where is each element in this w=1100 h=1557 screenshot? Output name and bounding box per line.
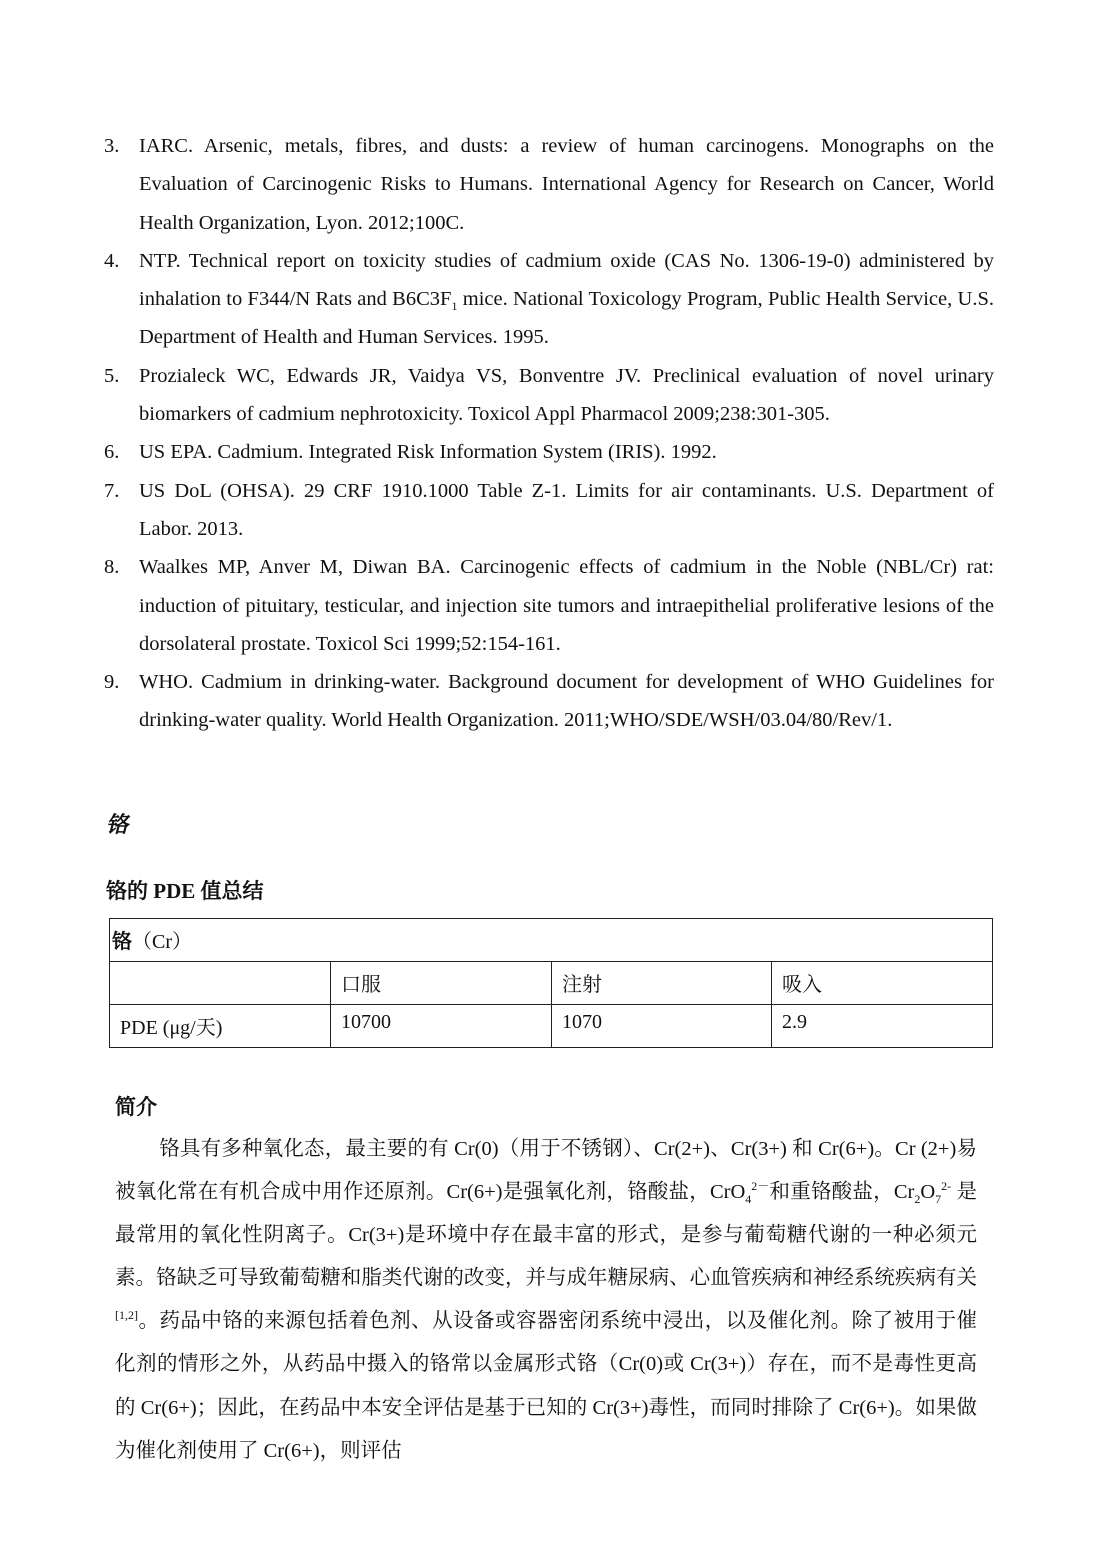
table-header-row [110,919,993,962]
reference-item [104,242,994,357]
subscript: 2 [914,1192,921,1207]
pde-oral-value: 10700 [331,1005,552,1048]
intro-text: 铬具有多种氧化态，最主要的有 Cr(0)（用于不锈钢）、Cr(2+)、Cr(3+) 和 Cr(6+)。Cr (2+)易被氧化常在有机合成中用作还原剂。Cr(6+)是强氧化剂，铬酸盐，CrO [115,1138,977,1204]
reference-item [104,548,994,663]
reference-item [104,472,994,549]
pde-summary-table [109,918,993,1048]
reference-text: WHO. Cadmium in drinking-water. Background document for development of WHO Guidelines for drinking-water quality. World Health Organization. 2011;WHO/SDE/WSH/03.04/80/Rev/1. [139,671,994,732]
intro-heading: 简介 [115,1095,157,1119]
reference-number: 5. [104,364,120,387]
reference-text: US EPA. Cadmium. Integrated Risk Information System (IRIS). 1992. [139,441,717,464]
column-header-inhalation: 吸入 [772,962,993,1005]
reference-item [104,127,994,242]
reference-text: mice. National Toxicology Program, Public Health Service, U.S. Department of Health and Human Services. 1995. [139,288,994,349]
table-element-header [110,919,993,962]
column-header-empty [110,962,331,1005]
section-title: 铬 [106,812,129,837]
citation-superscript: [1,2] [115,1308,138,1323]
reference-number: 9. [104,671,120,694]
table-row [110,1005,993,1048]
subscript: 7 [935,1192,942,1207]
reference-number: 4. [104,249,120,272]
reference-number: 7. [104,479,120,502]
intro-text: 是最常用的氧化性阴离子。Cr(3+)是环境中存在最丰富的形式，是参与葡萄糖代谢的一种必须元素。铬缺乏可导致葡萄糖和脂类代谢的改变，并与成年糖尿病、心血管疾病和神经系统疾病有关 [115,1181,978,1290]
subscript: 1 [451,299,458,314]
superscript: 2- [941,1179,952,1194]
reference-number: 6. [104,441,120,464]
intro-text: O [920,1181,936,1204]
reference-item [104,357,994,434]
reference-text: Waalkes MP, Anver M, Diwan BA. Carcinogenic effects of cadmium in the Noble (NBL/Cr) rat: induction of pituitary, testicular, and injection site tumors and intraepithelial proliferative lesions of the dorsolateral prostate. Toxicol Sci 1999;52:154-161. [139,556,994,655]
intro-text: 和重铬酸盐，Cr [769,1181,915,1204]
reference-number: 3. [104,135,120,157]
pde-parenteral-value: 1070 [552,1005,772,1048]
reference-list [104,127,994,740]
element-name: 铬 [112,931,132,953]
reference-item [104,663,994,740]
element-symbol: （Cr） [132,931,192,953]
reference-number: 8. [104,556,120,579]
table-column-row [110,962,993,1005]
table-title: 铬的 PDE 值总结 [106,879,264,903]
reference-text: Prozialeck WC, Edwards JR, Vaidya VS, Bonventre JV. Preclinical evaluation of novel urinary biomarkers of cadmium nephrotoxicity. Toxicol Appl Pharmacol 2009;238:301-305. [139,364,994,426]
superscript: 2－ [751,1179,770,1194]
intro-text: 。药品中铬的来源包括着色剂、从设备或容器密闭系统中浸出，以及催化剂。除了被用于催化剂的情形之外，从药品中摄入的铬常以金属形式铬（Cr(0)或 Cr(3+)）存在，而不是毒性更高的 Cr(6+)；因此，在药品中本安全评估是基于已知的 Cr(3+)毒性，而同时排除了 Cr(6+)。如果做为催化剂使用了 Cr(6+)，则评估 [115,1310,977,1462]
column-header-oral: 口服 [331,962,552,1005]
column-header-parenteral: 注射 [552,962,772,1005]
pde-inhalation-value: 2.9 [772,1005,993,1048]
row-label: PDE (μg/天) [110,1005,331,1048]
reference-text: US DoL (OHSA). 29 CRF 1910.1000 Table Z-1. Limits for air contaminants. U.S. Department of Labor. 2013. [139,479,994,540]
subscript: 4 [745,1192,752,1207]
reference-item [104,433,994,471]
reference-text: NTP. Technical report on toxicity studies of cadmium oxide (CAS No. 1306-19-0) administered by inhalation to F344/N Rats and B6C3F [139,249,994,311]
reference-text: IARC. Arsenic, metals, fibres, and dusts: a review of human carcinogens. Monographs on the Evaluation of Carcinogenic Risks to Humans. International Agency for Research on Cancer, World Health Organization, Lyon. 2012;100C. [139,135,994,234]
intro-paragraph [115,1128,977,1473]
